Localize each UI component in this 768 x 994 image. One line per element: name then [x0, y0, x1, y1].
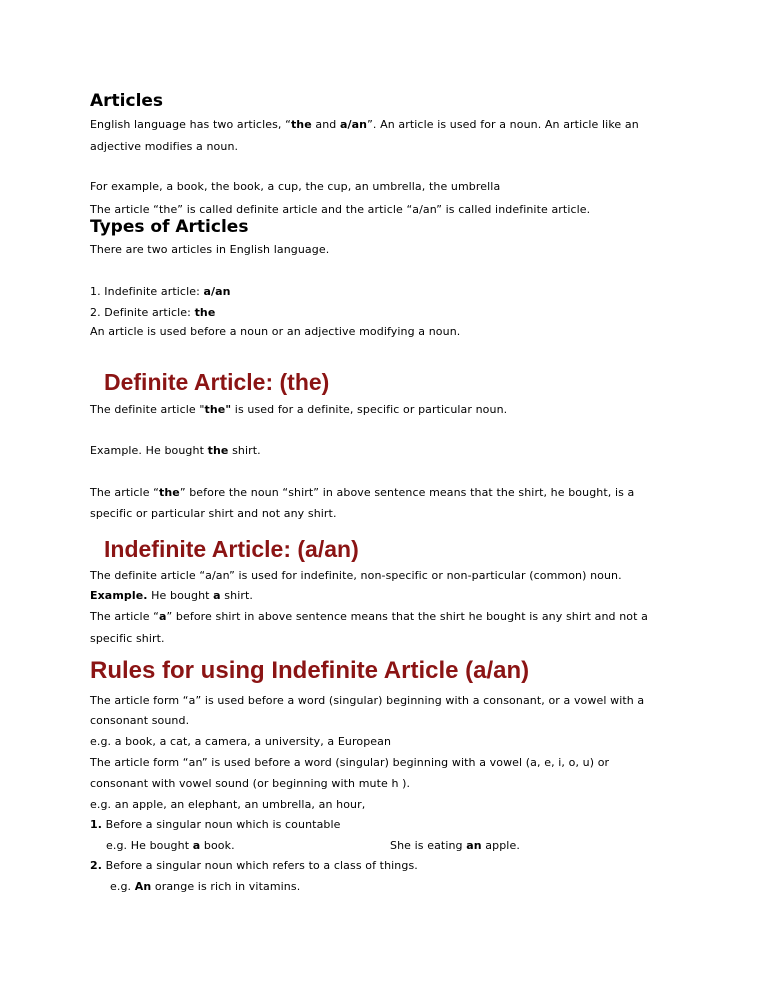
articles-intro-line1: English language has two articles, “the and a/an”. An article is used for a noun. An article like an	[90, 118, 639, 131]
indefinite-example: Example. He bought a shirt.	[90, 589, 253, 602]
definite-line1: The definite article "the" is used for a definite, specific or particular noun.	[90, 403, 508, 416]
articles-example: For example, a book, the book, a cup, the cup, an umbrella, the umbrella	[90, 180, 501, 193]
rules-an-example: e.g. an apple, an elephant, an umbrella, an hour,	[90, 798, 366, 811]
rules-heading: Rules for using Indefinite Article (a/an)	[90, 657, 530, 684]
rule-1-example-2: She is eating an apple.	[390, 839, 520, 852]
rules-a-line2: consonant sound.	[90, 714, 190, 727]
definite-heading: Definite Article: (the)	[104, 369, 330, 395]
articles-heading: Articles	[90, 91, 164, 111]
rules-an-line1: The article form “an” is used before a word (singular) beginning with a vowel (a, e, i, o, u) or	[90, 756, 610, 769]
rules-an-line2: consonant with vowel sound (or beginning with mute h ).	[90, 777, 411, 790]
types-item1: 1. Indefinite article: a/an	[90, 285, 231, 298]
indefinite-explain-line1: The article “a” before shirt in above sentence means that the shirt he bought is any shirt and not a	[90, 610, 648, 623]
rule-1-example: e.g. He bought a book.	[106, 839, 235, 852]
types-item2: 2. Definite article: the	[90, 306, 216, 319]
rule-2: 2. Before a singular noun which refers to a class of things.	[90, 859, 418, 872]
definite-explain-line1: The article “the” before the noun “shirt” in above sentence means that the shirt, he bought, is a	[90, 486, 635, 499]
indefinite-line1: The definite article “a/an” is used for indefinite, non-specific or non-particular (common) noun.	[90, 569, 622, 582]
types-heading: Types of Articles	[90, 217, 249, 237]
indefinite-explain-line2: specific shirt.	[90, 632, 165, 645]
rules-a-example: e.g. a book, a cat, a camera, a university, a European	[90, 735, 392, 748]
rule-2-example: e.g. An orange is rich in vitamins.	[110, 880, 301, 893]
types-line2: An article is used before a noun or an adjective modifying a noun.	[90, 325, 461, 338]
articles-intro-line2: adjective modifies a noun.	[90, 140, 239, 153]
types-line1: There are two articles in English language.	[90, 243, 330, 256]
rule-1: 1. Before a singular noun which is countable	[90, 818, 341, 831]
definite-example: Example. He bought the shirt.	[90, 444, 261, 457]
definite-explain-line2: specific or particular shirt and not any shirt.	[90, 507, 337, 520]
articles-definition: The article “the” is called definite article and the article “a/an” is called indefinite article.	[90, 203, 591, 216]
rules-a-line1: The article form “a” is used before a word (singular) beginning with a consonant, or a vowel with a	[90, 694, 645, 707]
indefinite-heading: Indefinite Article: (a/an)	[104, 536, 359, 562]
